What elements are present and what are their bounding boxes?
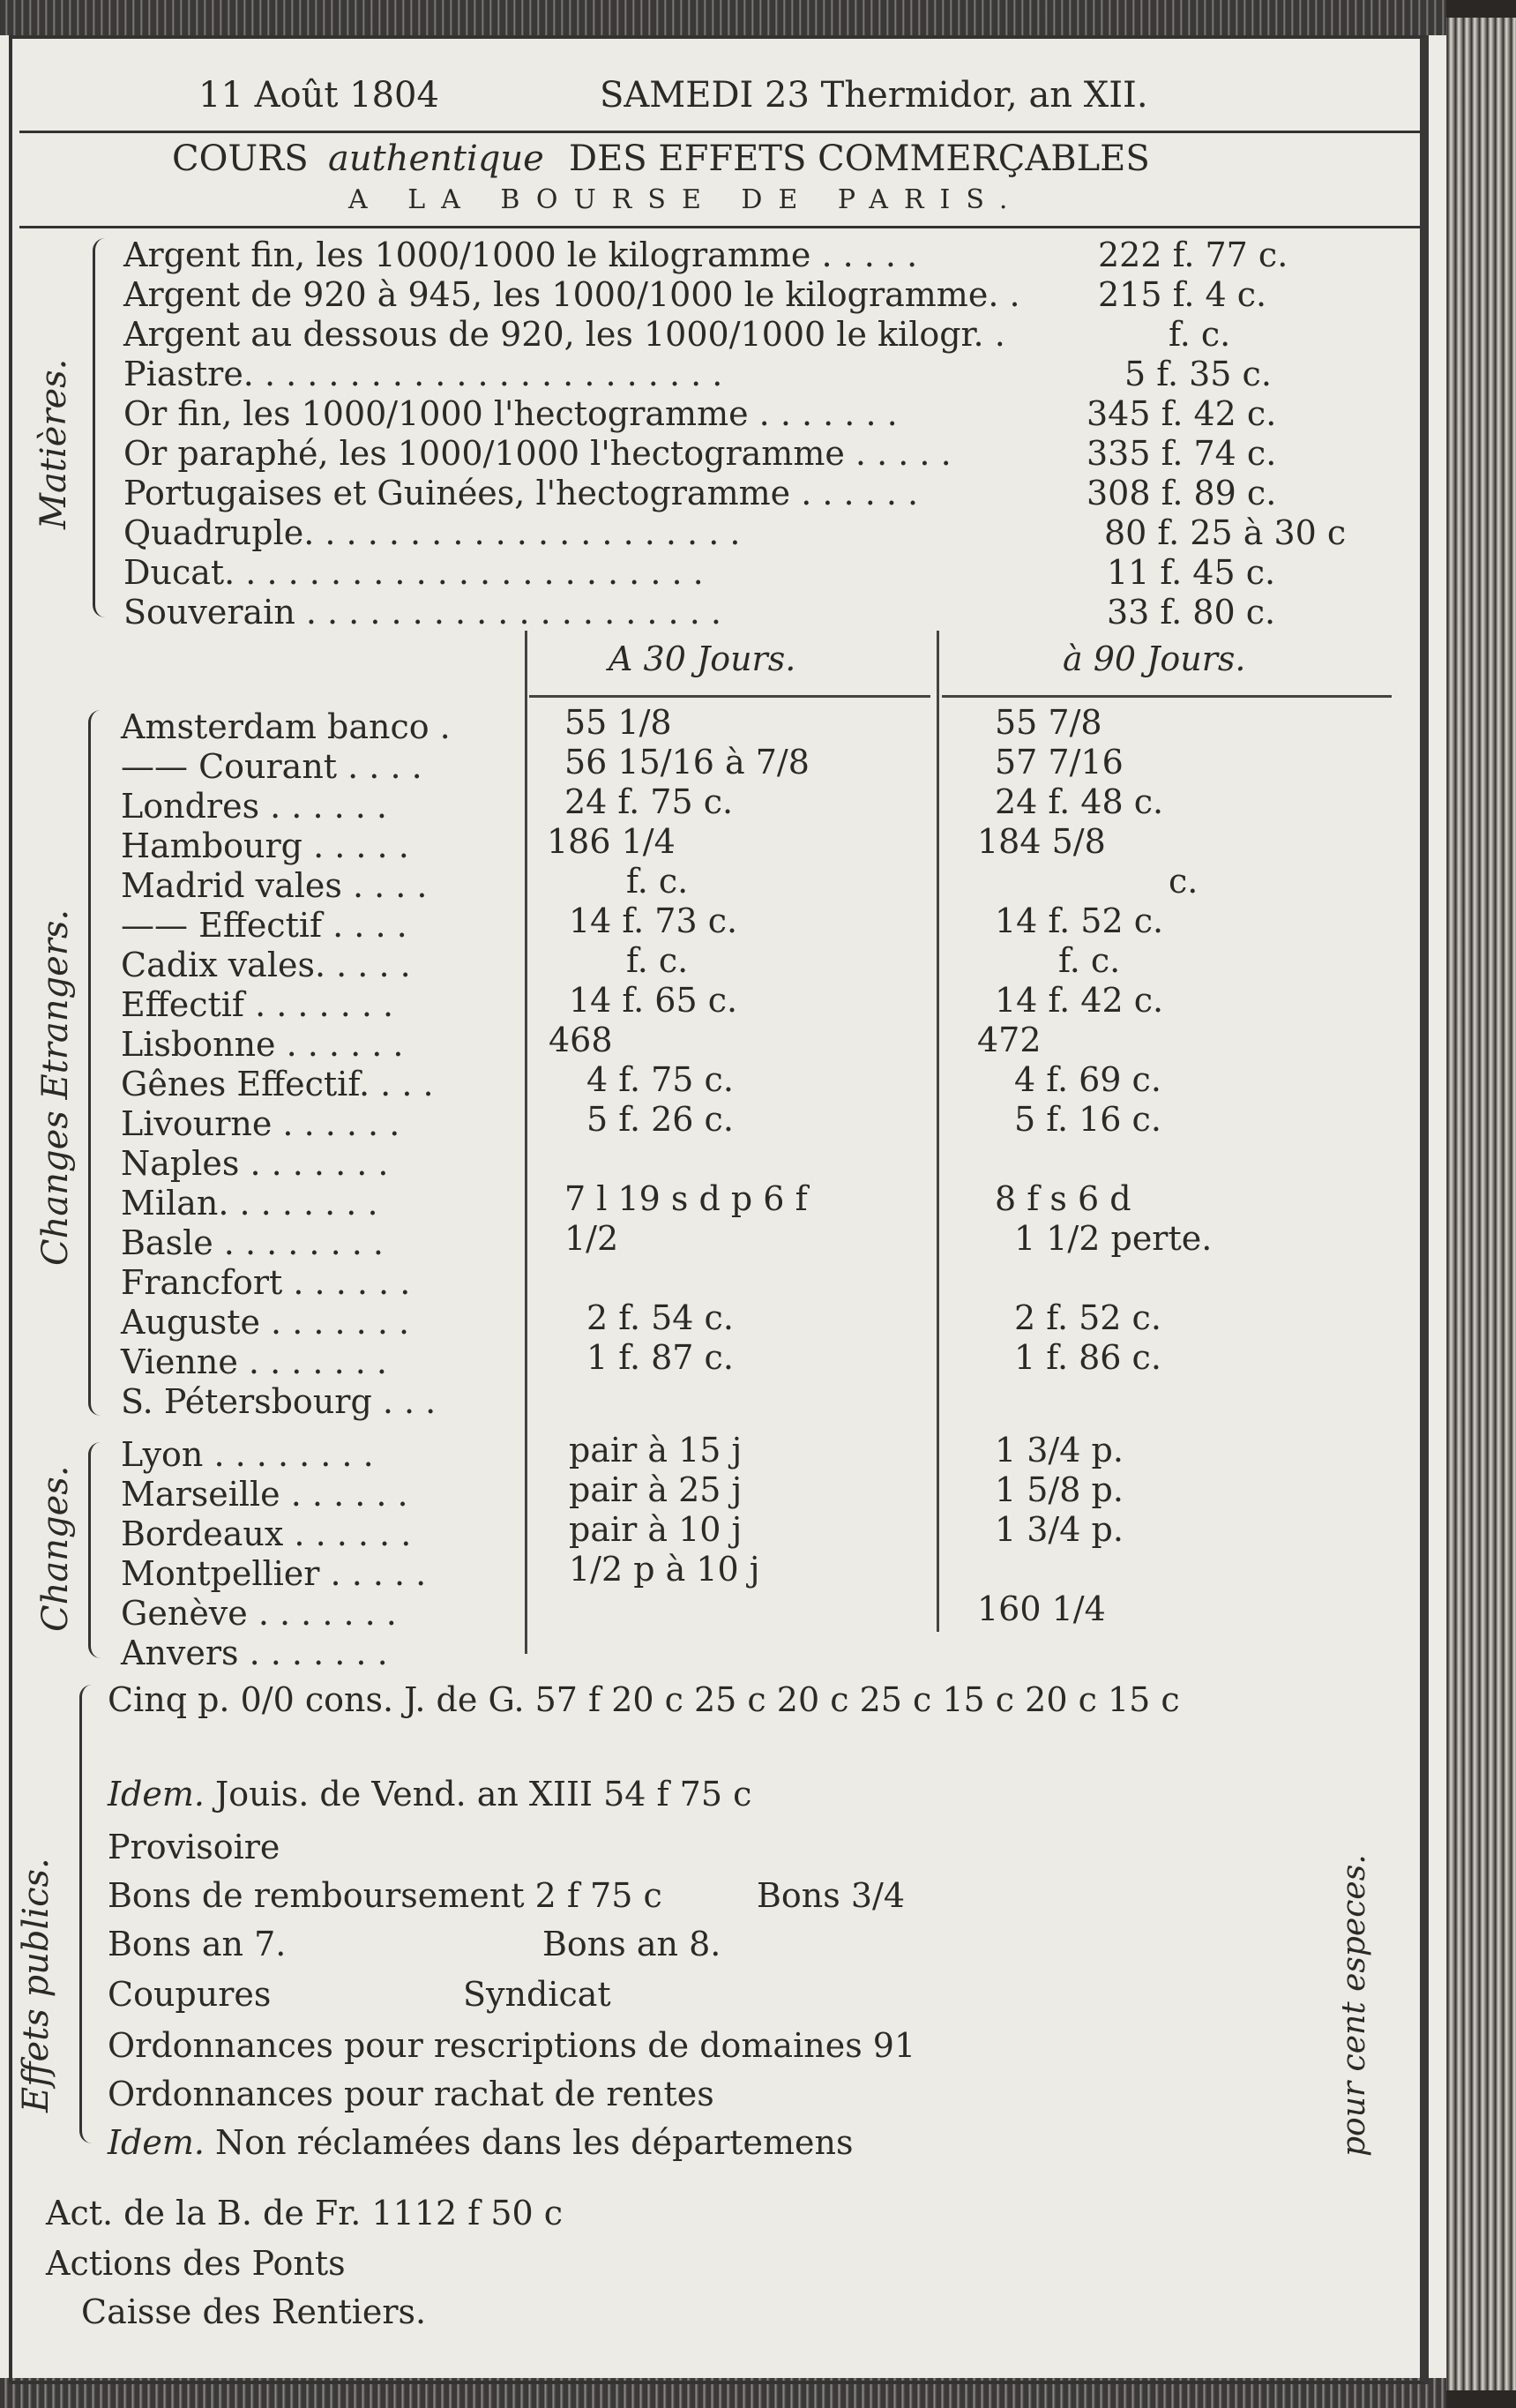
matiere-name: Piastre. . . . . . . . . . . . . . . . . . . . . . . xyxy=(123,355,723,393)
matiere-name: Portugaises et Guinées, l'hectogramme . . . . . . xyxy=(123,474,919,512)
matiere-name: Quadruple. . . . . . . . . . . . . . . . . . . . . xyxy=(123,513,741,552)
matiere-value: 33 f. 80 c. xyxy=(1107,593,1276,632)
change-30-days: pair à 25 j xyxy=(569,1470,743,1509)
change-90-days: 1 f. 86 c. xyxy=(1014,1338,1161,1377)
side-note-pour-cent-especes: pour cent especes. xyxy=(1336,1854,1372,2157)
effet-row xyxy=(108,2077,714,2111)
change-30-days: 14 f. 65 c. xyxy=(569,981,738,1020)
change-place: Madrid vales . . . . xyxy=(121,866,428,905)
header-republican-date: SAMEDI 23 Thermidor, an XII. xyxy=(600,75,1148,116)
change-30-days: 55 1/8 xyxy=(564,703,672,742)
effet-row xyxy=(108,1876,662,1915)
section-label-matieres: Matières. xyxy=(34,358,74,529)
change-30-days: 7 l 19 s d p 6 f xyxy=(564,1179,808,1218)
change-90-days: 14 f. 52 c. xyxy=(995,901,1164,940)
top-border xyxy=(0,0,1446,35)
change-90-days: 1 1/2 perte. xyxy=(1014,1219,1213,1258)
section-label-effets-publics: Effets publics. xyxy=(16,1858,56,2113)
matiere-name: Ducat. . . . . . . . . . . . . . . . . . . . . . . xyxy=(123,553,704,592)
change-place: Hambourg . . . . . xyxy=(121,826,409,865)
change-place: Anvers . . . . . . . xyxy=(121,1634,388,1672)
header-rule xyxy=(19,131,1420,133)
effet-row xyxy=(108,2026,916,2065)
change-30-days: 14 f. 73 c. xyxy=(569,901,738,940)
change-place: —— Effectif . . . . xyxy=(121,906,407,945)
effet-italic-prefix: Idem. xyxy=(108,1775,205,1813)
matiere-value: 11 f. 45 c. xyxy=(1107,553,1276,592)
change-place: Cadix vales. . . . . xyxy=(121,946,411,984)
change-90-days: 160 1/4 xyxy=(977,1589,1106,1628)
matiere-name: Argent de 920 à 945, les 1000/1000 le kilogramme. . xyxy=(123,275,1020,314)
change-place: S. Pétersbourg . . . xyxy=(121,1382,437,1421)
brace-effets-publics xyxy=(79,1685,96,2143)
change-place: Amsterdam banco . xyxy=(121,707,451,746)
change-90-days: 1 3/4 p. xyxy=(995,1510,1124,1549)
change-place: Milan. . . . . . . . xyxy=(121,1184,378,1223)
change-place: Montpellier . . . . . xyxy=(121,1554,427,1593)
effet-row xyxy=(108,1680,1180,1719)
column-header-rule-left xyxy=(529,695,930,698)
title-rule xyxy=(19,226,1420,228)
change-place: Marseille . . . . . . xyxy=(121,1475,408,1514)
change-30-days: 4 f. 75 c. xyxy=(586,1060,734,1099)
matiere-name: Souverain . . . . . . . . . . . . . . . . . . . . xyxy=(123,593,721,632)
matiere-value: 222 f. 77 c. xyxy=(1098,236,1288,274)
header-date: 11 Août 1804 xyxy=(198,75,439,116)
change-90-days: 55 7/8 xyxy=(995,703,1102,742)
brace-changes xyxy=(88,1442,105,1658)
matiere-name: Argent fin, les 1000/1000 le kilogramme . . . . . xyxy=(123,236,918,274)
change-90-days: 57 7/16 xyxy=(995,743,1124,781)
change-90-days: 1 3/4 p. xyxy=(995,1431,1124,1469)
effet-row xyxy=(108,2123,854,2162)
section-label-changes: Changes. xyxy=(35,1465,76,1632)
matiere-name: Argent au dessous de 920, les 1000/1000 le kilogr. . xyxy=(123,315,1005,354)
change-place: Basle . . . . . . . . xyxy=(121,1223,384,1262)
change-90-days: 1 5/8 p. xyxy=(995,1470,1124,1509)
effet-row xyxy=(108,1830,280,1864)
effet-extra: Bons an 8. xyxy=(542,1925,721,1963)
change-90-days: 472 xyxy=(977,1021,1042,1059)
change-30-days: 24 f. 75 c. xyxy=(564,782,734,821)
change-30-days: f. c. xyxy=(626,862,689,901)
change-place: Bordeaux . . . . . . xyxy=(121,1514,412,1553)
footer-line: Act. de la B. de Fr. 1112 f 50 c xyxy=(46,2194,564,2232)
change-90-days: 8 f s 6 d xyxy=(995,1179,1131,1218)
matiere-value: 345 f. 42 c. xyxy=(1087,394,1277,433)
effet-text: Non réclamées dans les départemens xyxy=(215,2123,854,2162)
change-30-days: 1/2 p à 10 j xyxy=(569,1550,760,1589)
change-place: Lisbonne . . . . . . xyxy=(121,1025,404,1064)
change-place: Effectif . . . . . . . xyxy=(121,985,394,1024)
matiere-name: Or paraphé, les 1000/1000 l'hectogramme . . . . . xyxy=(123,434,952,473)
effet-text: Provisoire xyxy=(108,1828,280,1866)
change-30-days: 1/2 xyxy=(564,1219,619,1258)
effet-italic-prefix: Idem. xyxy=(108,2123,205,2162)
effet-text: Coupures xyxy=(108,1975,272,2014)
column-header-90-jours: à 90 Jours. xyxy=(1063,639,1246,678)
change-90-days: c. xyxy=(1169,862,1199,901)
matiere-value: 308 f. 89 c. xyxy=(1087,474,1277,512)
title-subtitle: A LA BOURSE DE PARIS. xyxy=(348,184,1024,215)
change-place: Londres . . . . . . xyxy=(121,787,388,826)
effet-extra: Bons 3/4 xyxy=(757,1876,906,1915)
section-label-changes-etrangers: Changes Etrangers. xyxy=(35,909,76,1266)
change-90-days: f. c. xyxy=(1058,941,1121,980)
change-30-days: 1 f. 87 c. xyxy=(586,1338,734,1377)
change-place: —— Courant . . . . xyxy=(121,747,422,786)
change-place: Livourne . . . . . . xyxy=(121,1104,400,1143)
effet-extra: Syndicat xyxy=(463,1975,611,2014)
change-30-days: 186 1/4 xyxy=(547,822,676,861)
effet-text: Ordonnances pour rescriptions de domaines 91 xyxy=(108,2026,916,2065)
matiere-value: f. c. xyxy=(1169,315,1231,354)
change-place: Francfort . . . . . . xyxy=(121,1263,411,1302)
effet-row xyxy=(108,1777,751,1811)
matiere-value: 335 f. 74 c. xyxy=(1087,434,1277,473)
change-30-days: 468 xyxy=(549,1021,613,1059)
effet-text: Bons an 7. xyxy=(108,1925,287,1963)
change-place: Auguste . . . . . . . xyxy=(121,1303,410,1342)
change-30-days: 56 15/16 à 7/8 xyxy=(564,743,810,781)
effet-row xyxy=(108,1975,272,2014)
change-90-days: 184 5/8 xyxy=(977,822,1106,861)
change-place: Naples . . . . . . . xyxy=(121,1144,389,1183)
effet-text: Ordonnances pour rachat de rentes xyxy=(108,2075,714,2113)
effet-text: Cinq p. 0/0 cons. J. de G. 57 f 20 c 25 c 20 c 25 c 15 c 20 c 15 c xyxy=(108,1680,1180,1719)
matiere-value: 5 f. 35 c. xyxy=(1124,355,1272,393)
change-30-days: pair à 15 j xyxy=(569,1431,743,1469)
matiere-value: 80 f. 25 à 30 c xyxy=(1104,513,1347,552)
title-italic: authentique xyxy=(328,138,544,179)
change-90-days: 24 f. 48 c. xyxy=(995,782,1164,821)
change-30-days: pair à 10 j xyxy=(569,1510,743,1549)
column-header-30-jours: A 30 Jours. xyxy=(609,639,796,678)
effet-text: Jouis. de Vend. an XIII 54 f 75 c xyxy=(215,1775,752,1813)
change-30-days: 5 f. 26 c. xyxy=(586,1100,734,1139)
change-90-days: 5 f. 16 c. xyxy=(1014,1100,1161,1139)
column-divider-left xyxy=(525,631,527,1654)
matiere-name: Or fin, les 1000/1000 l'hectogramme . . . . . . . xyxy=(123,394,898,433)
change-place: Gênes Effectif. . . . xyxy=(121,1065,434,1103)
effet-row xyxy=(108,1927,286,1961)
title-post: DES EFFETS COMMERÇABLES xyxy=(569,138,1150,179)
change-90-days: 14 f. 42 c. xyxy=(995,981,1164,1020)
effet-text: Bons de remboursement 2 f 75 c xyxy=(108,1876,662,1915)
brace-matieres xyxy=(93,238,109,617)
title-pre: COURS xyxy=(172,138,309,179)
change-30-days: f. c. xyxy=(626,941,689,980)
footer-line: Actions des Ponts xyxy=(46,2244,346,2283)
change-90-days: 4 f. 69 c. xyxy=(1014,1060,1161,1099)
change-90-days: 2 f. 52 c. xyxy=(1014,1298,1161,1337)
column-header-rule-right xyxy=(942,695,1392,698)
brace-changes-etrangers xyxy=(88,710,105,1416)
change-place: Genève . . . . . . . xyxy=(121,1594,397,1633)
column-divider-right xyxy=(937,631,939,1632)
matiere-value: 215 f. 4 c. xyxy=(1098,275,1267,314)
change-place: Lyon . . . . . . . . xyxy=(121,1435,374,1474)
change-30-days: 2 f. 54 c. xyxy=(586,1298,734,1337)
footer-line: Caisse des Rentiers. xyxy=(81,2292,427,2331)
change-place: Vienne . . . . . . . xyxy=(121,1342,387,1381)
